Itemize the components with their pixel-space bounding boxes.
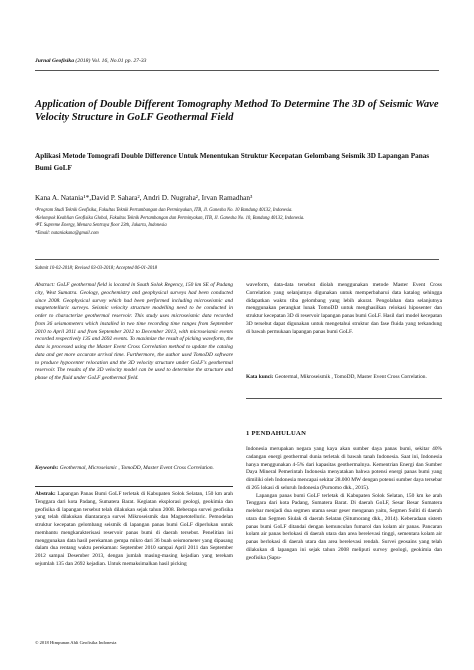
abstrak-text: Lapangan Panas Bumi GoLF terletak di Kabupaten Solok Selatan, 150 km arah Tenggara dari kota Padang, Sumatera Barat. Kegiatan eksplorasi geologi, geokimia dan geofisika di lapangan tersebut telah dilakukan sejak tahun 2008. Beberapa survei geofisika yang telah dilakukan diantaranya survei Mikroseismik dan Magnetotelluric. Pemodelan struktur kecepatan gelombang seismik di lapangan panas bumi GoLF diperlukan untuk membantu mengkarakterisasi reservoir panas bumi di daerah tersebut. Penelitian ini menggunakan data hasil perekaman gempa mikro dari 36 buah seismometer yang dipasang dalam dua rentang waktu perekaman: September 2010 sampai April 2011 dan September 2012 sampai Desember 2013, dengan jumlah masing-masing kejadian yang terekam sejumlah 135 dan 2692 kejadian. Untuk memaksimalkan hasil picking xyxy=(35,491,233,567)
journal-header xyxy=(35,58,146,64)
kata-kunci-label: Kata kunci: xyxy=(246,374,274,380)
submission-dates: Submit 10-02-2018; Revised 03-03-2018; Accepted 06-01-2018 xyxy=(35,266,158,271)
intro-paragraph-2: Lapangan panas bumi GoLF terletak di Kabupaten Solok Selatan, 150 km ke arah Tenggara dari kota Padang, Sumatera Barat. Di daerah GoLF, Sesar Besar Sumatera melebar menjadi dua segmen utama sesar geser menganan yaitu, Segmen Suliti di daerah utara dan Segmen Siulak di daerah Selatan (Situmorang dkk., 2014). Keberadaan sistem panas bumi GoLF ditandai dengan kemunculan fumarol dan kolam air panas. Pancaran kolam air panas berlokasi di daerah utara dan area berelevasi tinggi, sementara kolam air panas berlokasi di daerah utara dan area berelevasi rendah. Survei geosains yang telah dilakukan di lapangan ini sejak tahun 2008 meliputi survey geologi, geokimia dan geofisika (Sapu- xyxy=(246,492,442,561)
intro-paragraph-1: Indonesia merupakan negara yang kaya akan sumber daya panas bumi, sekitar 40% cadangan energi geothermal dunia terletak di bawah tanah Indonesia. Saat ini, Indonesia hanya menggunakan 4-5% dari kapasitas geothermalnya. Kementrian Energi dan Sumber Daya Mineral Pemerintah Indonesia menyatakan bahwa potensi energi panas bumi yang dimiliki oleh Indonesia mencapai sekitar 28.000 MW dengan potensi sumber daya tersebar di 265 lokasi di seluruh Indonesia (Purnomo dkk., 2015). xyxy=(246,446,443,491)
abstrak-indonesian xyxy=(35,491,233,569)
keywords-indonesian xyxy=(246,374,442,382)
paper-title: Application of Double Different Tomography Method To Determine The 3D of Seismic Wave Velocity Structure in GoLF Geothermal Field xyxy=(35,99,439,124)
abstrak-label: Abstrak: xyxy=(35,491,56,497)
author-list: Kana A. Natania¹*,David P. Sahara², Andri D. Nugraha², Irvan Ramadhan³ xyxy=(35,193,253,202)
abstract-english: Abstract: GoLF geothermal field is located in South Solok Regency, 150 km SE of Padang city, West Sumatra. Geology, geochemistry and geophysical surveys had been conducted since 2008. Geophysical survey which had been performed including microseismic and magnetotelluric surveys. Seismic velocity structure modelling need to be conducted in order to characterize geothermal reservoir. This study uses microseismic data recorded from 36 seismometers which installed in two time recording time ranges from September 2010 to April 2011 and from September 2012 to December 2013, with microseismic events recorded respectively 135 and 2692 events. To maximize the result of picking waveform, the data is processed using the Master Event Cross Correlation method to update the catalog data and get more accurate arrival time. Furthermore, the author used TomoDD software to produce hypocenter relocation and the 3D velocity structure under GoLF's geothermal reservoir. The results of the 3D velocity model can be used to determine the structure and phase of the fluid under GoLF geothermal field. xyxy=(35,282,233,381)
abstrak-top-rule xyxy=(35,486,233,487)
journal-name: Jurnal Geofisika xyxy=(35,58,75,64)
section-heading: 1 PENDAHULUAN xyxy=(246,430,307,437)
affiliation-2: ²Kelompok Keahlian Geofisika Global, Fakultas Teknik Pertambangan dan Perminyakan, ITB, Jl. Ganesha No. 10, Bandung 40132, Indonesia. xyxy=(35,215,305,221)
corresponding-email: *Email: nataniakana@gmail.com xyxy=(35,230,99,236)
affiliations xyxy=(35,207,445,237)
paper-subtitle: Aplikasi Metode Tomografi Double Difference Untuk Menentukan Struktur Kecepatan Gelombang Seismik 3D Lapangan Panas Bumi GoLF xyxy=(35,152,430,172)
copyright-footer: © 2018 Himpunan Ahli Geofisika Indonesia xyxy=(35,640,117,645)
abstrak-continuation: waveform, data-data tersebut diolah menggunakan metode Master Event Cross Correlation yang selanjutnya digunakan untuk memperbaharui data katalog sehingga didapatkan waktu tiba gelombang yang lebih akurat. Pengolahan data selanjutnya menggunakan perangkat lunak TomoDD untuk menghasilkan relokasi hiposenter dan struktur kecepatan 3D di reservoir lapangan panas bumi GoLF. Hasil dari model kecepatan 3D tersebut dapat digunakan untuk mengetahui struktur dan fase fluida yang terkandung di bawah permukaan lapangan panas bumi GoLF. xyxy=(246,282,442,335)
keywords-text: Geothermal, Microseismic , TomoDD, Master Event Cross Correlation. xyxy=(58,465,214,471)
keywords-english xyxy=(35,465,233,473)
keywords-label: Keywords: xyxy=(35,465,59,471)
introduction-body xyxy=(246,446,442,562)
affiliation-1: ¹Program Studi Teknik Geofisika, Fakultas Teknik Pertambangan dan Perminyakan, ITB, Jl. Ganesha No. 10 Bandung 40132, Indonesia. xyxy=(35,208,293,213)
journal-info: (2018) Vol. 16, No.01 pp. 27-33 xyxy=(75,58,147,64)
kata-kunci-text: Geotermal, Mikroseismik , TomoDD, Master Event Cross Correlation. xyxy=(273,374,427,380)
dates-rule xyxy=(35,259,439,260)
affiliation-3: ³PT. Supreme Energy, Menara Sentraya floor 23th, Jakarta, Indonesia xyxy=(35,223,167,229)
header-rule xyxy=(35,70,439,71)
abstract-end-rule xyxy=(246,398,442,399)
